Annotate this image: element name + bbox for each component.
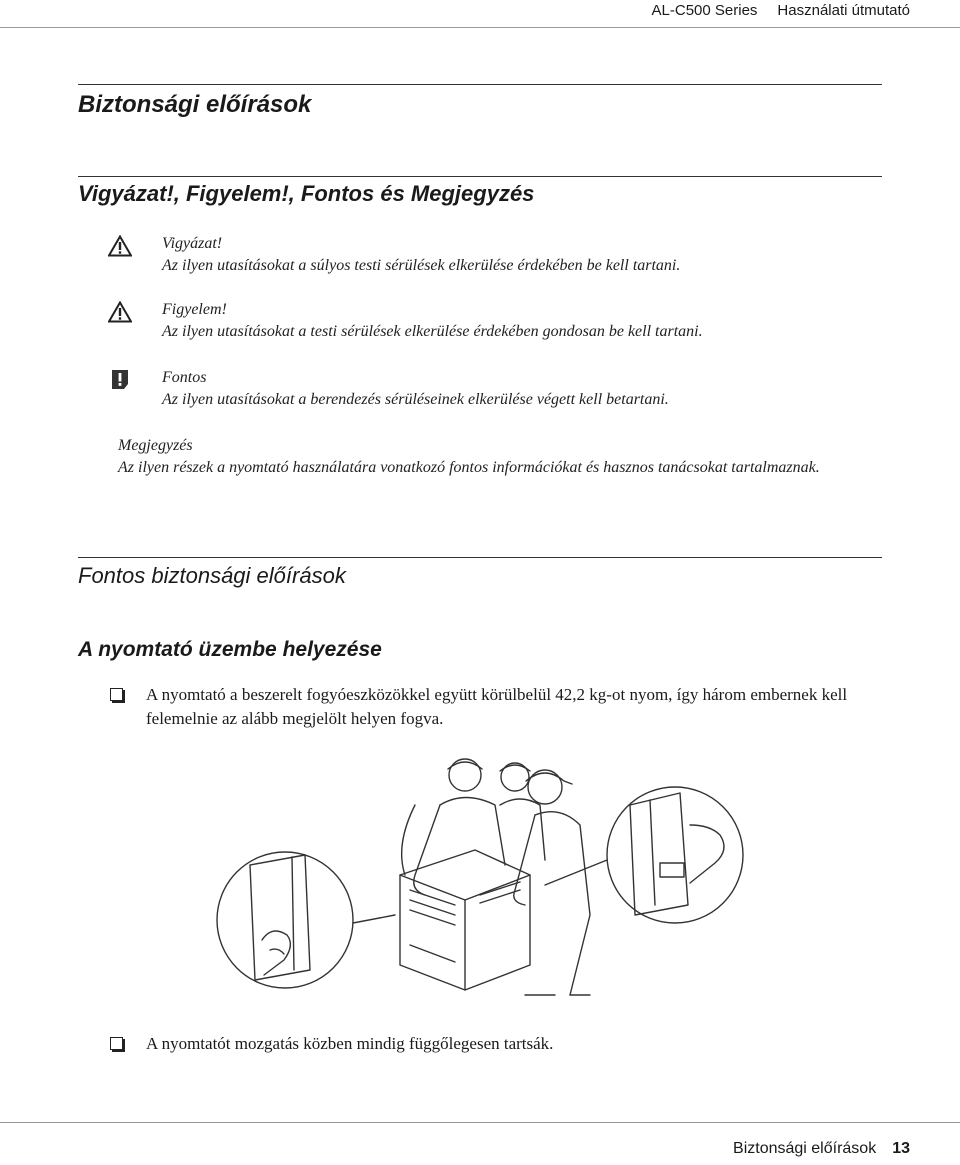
subsection-title: A nyomtató üzembe helyezése (78, 638, 382, 661)
important-exclamation-icon (108, 369, 132, 391)
bullet-item-weight (110, 683, 882, 731)
footer-rule (0, 1122, 960, 1123)
checkbox-bullet-icon (110, 688, 123, 701)
detail-circle-right (607, 787, 743, 923)
warning-triangle-icon (108, 235, 132, 257)
bullet-text: A nyomtató a beszerelt fogyóeszközökkel együtt körülbelül 42,2 kg-ot nyom, így három embernek kell felemelnie az alább megjelölt helyen fogva. (146, 685, 848, 728)
page-footer (733, 1140, 910, 1158)
page-title: Biztonsági előírások (78, 91, 312, 118)
notice-note (78, 435, 882, 479)
notice-important (78, 367, 882, 411)
notice-caution-text: Az ilyen utasításokat a súlyos testi sérülések elkerülése érdekében be kell tartani. (162, 257, 681, 274)
bullet-item-upright (110, 1032, 882, 1056)
section-safety-title: Fontos biztonsági előírások (78, 563, 346, 588)
section-notes-rule (78, 176, 882, 177)
notice-important-text: Az ilyen utasításokat a berendezés sérüléseinek elkerülése végett kell betartani. (162, 391, 669, 408)
header-guide: Használati útmutató (777, 2, 910, 19)
notice-warning-title: Figyelem! (162, 301, 227, 318)
notice-note-text: Az ilyen részek a nyomtató használatára vonatkozó fontos információkat és hasznos tanácsokat tartalmaznak. (118, 459, 820, 476)
notice-warning-text: Az ilyen utasításokat a testi sérülések elkerülése érdekében gondosan be kell tartani. (162, 323, 703, 340)
section-safety-rule (78, 557, 882, 558)
notice-note-title: Megjegyzés (118, 437, 193, 454)
header-product: AL-C500 Series (651, 2, 758, 19)
title-rule (78, 84, 882, 85)
page-header (652, 0, 910, 24)
header-rule (0, 27, 960, 28)
detail-circle-left (217, 852, 353, 988)
checkbox-bullet-icon (110, 1037, 123, 1050)
notice-warning (78, 299, 882, 343)
notice-caution (78, 233, 882, 277)
footer-section: Biztonsági előírások (733, 1140, 877, 1157)
bullet-text: A nyomtatót mozgatás közben mindig függőlegesen tartsák. (146, 1034, 554, 1053)
section-notes-title: Vigyázat!, Figyelem!, Fontos és Megjegyzés (78, 181, 535, 206)
notice-important-title: Fontos (162, 369, 207, 386)
lifting-printer-illustration (210, 745, 750, 1005)
notice-caution-title: Vigyázat! (162, 235, 223, 252)
page-number: 13 (892, 1140, 910, 1157)
warning-triangle-icon (108, 301, 132, 323)
